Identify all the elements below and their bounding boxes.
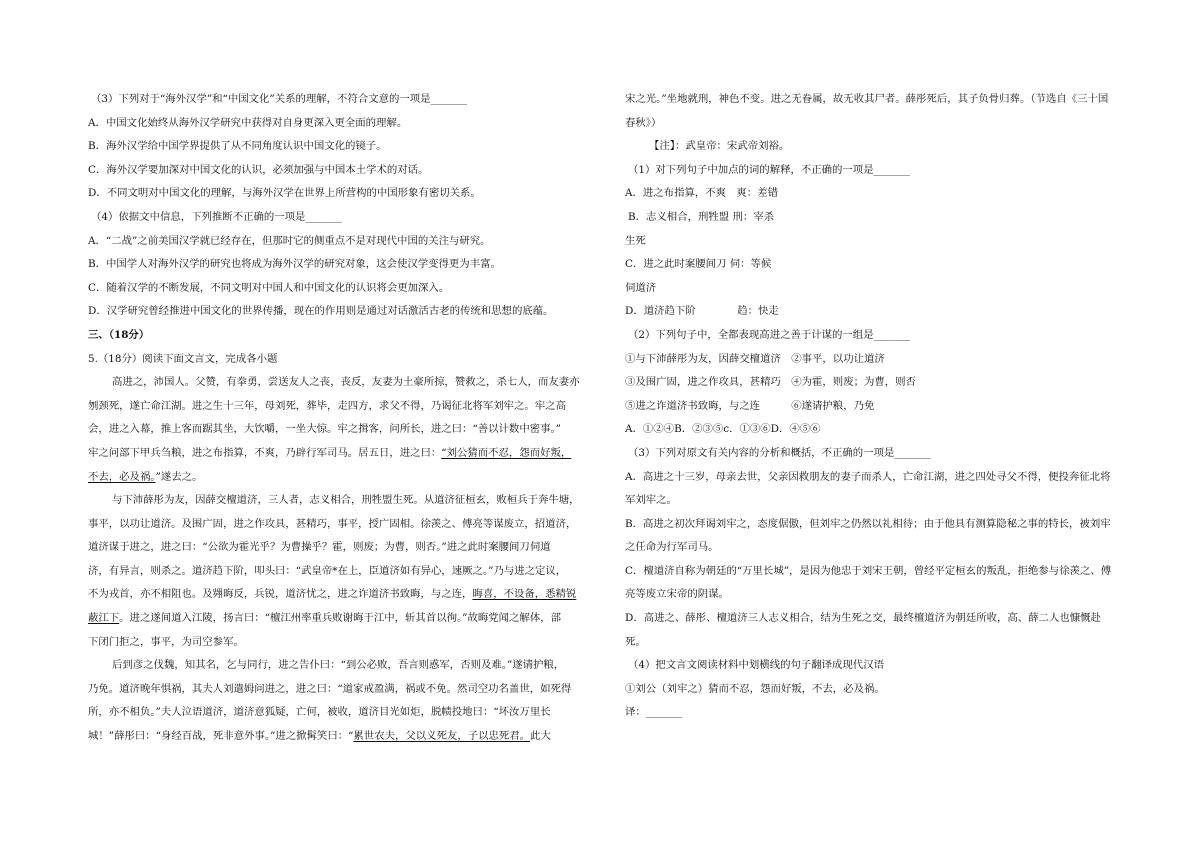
underlined-sentence: 蔽江下 <box>88 612 120 625</box>
text-line <box>88 560 618 584</box>
line-text: 所，亦不相负。”夫人泣语道济，道济意狐疑，亡何，被收，道济目光如炬，脱帻投地曰：“坏汝万里长 <box>88 706 551 719</box>
line-text: （3）下列对于“海外汉学”和“中国文化”关系的理解，不符合文意的一项是_______ <box>91 93 467 105</box>
text-line <box>625 560 1115 584</box>
line-text-tail: ”遂去之。 <box>155 470 203 483</box>
right-column <box>625 88 1115 725</box>
text-line <box>88 701 618 725</box>
text-line <box>88 395 618 419</box>
line-text: 伺道济 <box>625 281 657 294</box>
underlined-sentence: 累世农夫，父以义死友，子以忠死君。 <box>353 730 531 743</box>
line-text: （1）对下列句子中加点的词的解释，不正确的一项是_______ <box>628 163 910 176</box>
line-text: D．道济趋下阶 趋：快走 <box>625 305 779 318</box>
line-text: 会，进之入幕，推上客而踞其坐，大饮嚼，一坐大惊。牢之揖客，问所长，进之曰：“善以计数中密事。” <box>88 423 561 436</box>
line-text: D．汉学研究曾经推进中国文化的世界传播，现在的作用则是通过对话激活古老的传统和思想的底蕴。 <box>88 305 554 318</box>
text-line <box>625 442 1115 466</box>
line-text: 军刘牢之。 <box>625 494 677 507</box>
line-text: 译：_______ <box>625 706 683 719</box>
line-text: A．“二战”之前美国汉学就已经存在，但那时它的侧重点不是对现代中国的关注与研究。 <box>88 234 491 247</box>
line-text: 道济谋于进之，进之曰：“公欲为霍光乎？为曹操乎？霍，则废；为曹，则否。”进之此时案腰间刀伺道 <box>88 541 551 554</box>
line-text: A．中国文化始终从海外汉学研究中获得对自身更深入更全面的理解。 <box>88 116 408 129</box>
line-text: 城！”薛彤曰：“身经百战，死非意外事。”进之掀髯笑曰：“ <box>88 730 354 743</box>
line-text: A．进之布指算，不爽 爽：差错 <box>625 187 778 200</box>
line-text: 牢之问部下甲兵刍粮，进之布指算，不爽，乃辟行军司马。居五日，进之曰： <box>88 446 442 459</box>
text-line <box>625 513 1115 537</box>
text-line <box>88 253 618 277</box>
text-line <box>88 489 618 513</box>
text-line <box>88 513 618 537</box>
left-column <box>88 88 618 749</box>
text-line <box>88 277 618 301</box>
line-text: 春秋》） <box>625 116 662 129</box>
text-line <box>88 466 618 490</box>
text-line <box>625 206 1115 230</box>
text-line <box>625 230 1115 254</box>
text-line <box>625 678 1115 702</box>
line-text: A．①②④B．②③⑤c．①③⑥D．④⑤⑥ <box>625 423 821 436</box>
line-text: ①与下沛薛彤为友，因薛交檀道济 ②事平，以功让道济 <box>625 352 885 365</box>
text-line <box>625 371 1115 395</box>
text-line <box>625 88 1115 112</box>
text-line <box>88 631 618 655</box>
line-text: A．高进之十三岁，母亲去世，父亲因救朋友的妻子而杀人，亡命江湖，进之四处寻父不得，便投奔征北将 <box>625 470 1111 483</box>
line-text: 生死 <box>625 234 646 247</box>
line-text: 刎颈死，遂亡命江湖。进之生十三年，母刘死，葬毕，走四方，求父不得，乃谒征北将军刘牢之。牢之高 <box>88 399 566 412</box>
line-text: 与下沛薛彤为友，因薛交檀道济，三人者，志义相合，刑牲盟生死。从道济征桓玄，败桓兵于奔牛塘， <box>112 494 580 507</box>
line-text-tail: 。进之遂间道入江陵，扬言曰：“檀江州率重兵败谢晦于江中，斩其首以徇。”故晦党闻之解体，部 <box>119 612 561 625</box>
line-text: B．志义相合，刑牲盟 刑：宰杀 <box>628 210 775 223</box>
line-text: （2）下列句子中，全都表现高进之善于计谋的一组是_______ <box>628 328 910 341</box>
text-line <box>88 442 618 466</box>
text-line <box>88 159 618 183</box>
line-text: C．进之此时案腰间刀 伺：等候 <box>625 258 772 271</box>
text-line <box>88 182 618 206</box>
line-text: C．檀道济自称为朝廷的“万里长城”，是因为他忠于刘宋王朝，曾经平定桓玄的叛乱，拒绝参与徐羡之、傅 <box>625 564 1112 577</box>
text-line <box>88 300 618 324</box>
line-text: 5.（18分）阅读下面文言文，完成各小题 <box>88 352 278 365</box>
line-text: C．随着汉学的不断发展，不同文明对中国人和中国文化的认识将会更加深入。 <box>88 281 450 294</box>
text-line <box>625 395 1115 419</box>
text-line <box>88 678 618 702</box>
line-text: 下闭门拒之，事平，为司空参军。 <box>88 635 244 648</box>
text-line <box>625 277 1115 301</box>
line-text: 事平，以功让道济。及围广固，进之作攻具，甚精巧，事平，授广固相。徐羡之、傅亮等谋废立，招道济， <box>88 517 577 530</box>
text-line <box>88 654 618 678</box>
text-line <box>625 135 1115 159</box>
line-text: ⑤进之诈道济书致晦，与之连 ⑥遂请护粮，乃免 <box>625 399 875 412</box>
line-text: 后到彦之伐魏，知其名，乞与同行，进之告仆曰：“到公必败，吾言则惑军，否则及难。”遂请护粮， <box>112 659 565 672</box>
text-line <box>625 182 1115 206</box>
line-text: 死。 <box>625 635 646 648</box>
text-line <box>88 88 618 112</box>
text-line <box>88 230 618 254</box>
line-text-tail: 此大 <box>530 730 551 743</box>
line-text: B．中国学人对海外汉学的研究也将成为海外汉学的研究对象，这会使汉学变得更为丰富。 <box>88 258 501 271</box>
text-line <box>88 536 618 560</box>
line-text: D．不同文明对中国文化的理解，与海外汉学在世界上所营构的中国形象有密切关系。 <box>88 187 481 200</box>
text-line <box>625 418 1115 442</box>
text-line <box>625 159 1115 183</box>
text-line <box>88 725 618 749</box>
line-text: ①刘公（刘牢之）猜而不忍，怨而好叛，不去，必及祸。 <box>625 682 885 695</box>
text-line <box>88 418 618 442</box>
text-line <box>625 300 1115 324</box>
text-line <box>625 112 1115 136</box>
line-text: （4）依据文中信息，下列推断不正确的一项是_______ <box>91 210 342 223</box>
line-text: 不为戎首，亦不相阻也。及翙晦反，兵锐，道济忧之，进之诈道济书致晦，与之连， <box>88 588 473 601</box>
line-text: 宋之光。”坐地就刑，神色不变。进之无眷属，故无收其尸者。薛彤死后，其子负骨归葬。（节选自《三十国 <box>625 93 1109 105</box>
text-line <box>88 206 618 230</box>
text-line <box>625 654 1115 678</box>
line-text: 济，有异言，则杀之。道济趋下阶，叩头曰：“武皇帝*在上，臣道济如有异心，速厥之。”乃与进之定议， <box>88 564 567 577</box>
text-line <box>625 324 1115 348</box>
line-text: ③及围广固，进之作攻具，甚精巧 ④为霍，则废；为曹，则否 <box>625 376 916 389</box>
line-text: （4）把文言文阅读材料中划横线的句子翻译成现代汉语 <box>628 659 884 672</box>
text-line <box>88 348 618 372</box>
text-line <box>88 112 618 136</box>
line-text: 亮等废立宋帝的阴谋。 <box>625 588 729 601</box>
line-text: B．海外汉学给中国学界提供了从不同角度认识中国文化的镜子。 <box>88 140 387 153</box>
text-line <box>625 348 1115 372</box>
text-line <box>625 607 1115 631</box>
text-line <box>625 536 1115 560</box>
text-line <box>88 583 618 607</box>
line-text: 乃免。道济晚年惧祸，其夫人刘遣姆问进之，进之曰：“道家戒盈满，祸或不免。然司空功名盖世，如死得 <box>88 682 572 695</box>
underlined-sentence: 晦喜，不设备，悉精锐 <box>472 588 577 601</box>
text-line <box>625 631 1115 655</box>
line-text: 三、（18分） <box>88 328 150 341</box>
text-line <box>625 489 1115 513</box>
line-text: C．海外汉学要加深对中国文化的认识，必须加强与中国本土学术的对话。 <box>88 163 429 176</box>
underlined-sentence: 不去，必及祸。 <box>88 470 156 483</box>
underlined-sentence: “刘公猜而不忍，怨而好叛， <box>441 446 572 459</box>
text-line <box>625 583 1115 607</box>
line-text: 高进之，沛国人。父赞，有拳勇，尝送友人之丧，丧反，友妻为土豪所掠，赞救之，杀七人，而友妻亦 <box>112 376 580 389</box>
text-line <box>625 253 1115 277</box>
line-text: （3）下列对原文有关内容的分析和概括，不正确的一项是_______ <box>628 446 931 459</box>
line-text: D．高进之、薛彤、檀道济三人志义相合，结为生死之交，最终檀道济为朝廷所收，高、薛二人也慷慨赴 <box>625 612 1101 625</box>
text-line <box>88 324 618 348</box>
text-line <box>625 466 1115 490</box>
line-text: 之任命为行军司马。 <box>625 541 719 554</box>
text-line <box>88 607 618 631</box>
text-line <box>88 371 618 395</box>
text-line <box>88 135 618 159</box>
text-line <box>625 701 1115 725</box>
line-text: 【注】：武皇帝：宋武帝刘裕。 <box>649 140 790 153</box>
line-text: B．高进之初次拜谒刘牢之，态度倨傲，但刘牢之仍然以礼相待；由于他具有测算隐秘之事的特长，被刘牢 <box>625 517 1111 530</box>
